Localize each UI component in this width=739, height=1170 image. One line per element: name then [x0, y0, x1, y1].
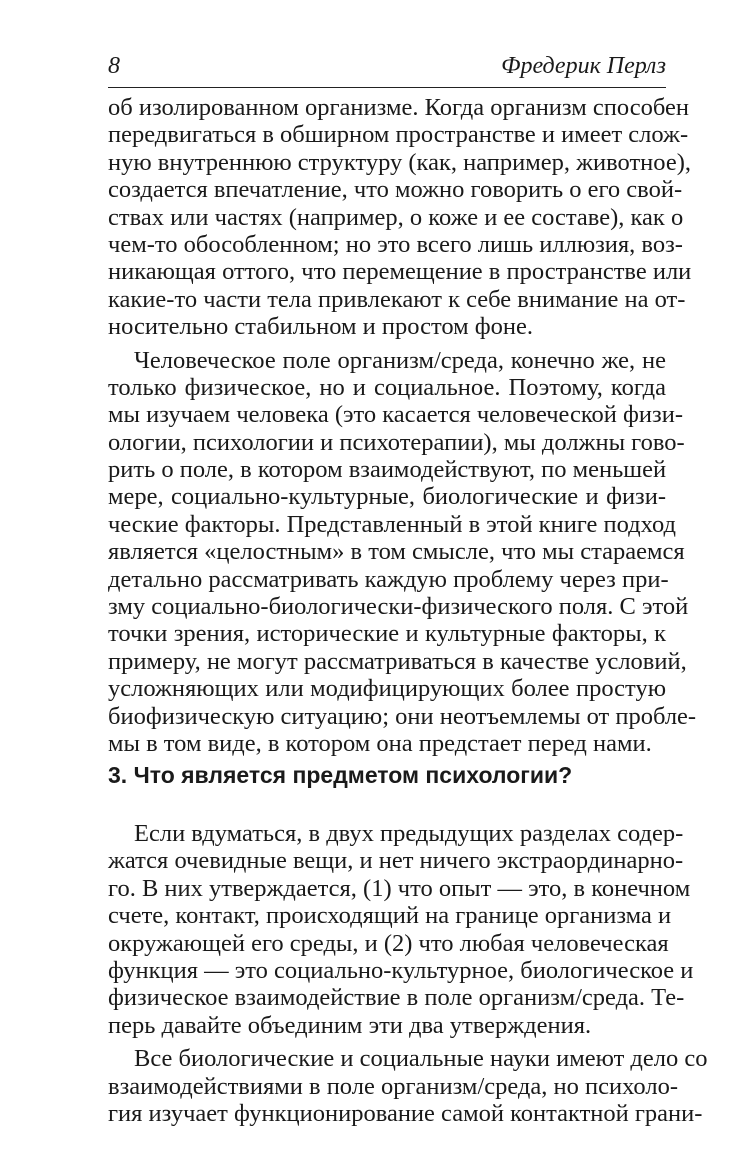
text-line: Человеческое поле организм/среда, конечно же, не [134, 346, 666, 374]
text-line: детально рассматривать каждую проблему через при- [108, 565, 669, 593]
text-line: рить о поле, в котором взаимодействуют, по меньшей [108, 456, 667, 484]
text-line: мы изучаем человека (это касается человеческой физи- [108, 401, 683, 429]
text-line: носительно стабильном и простом фоне. [108, 313, 534, 341]
text-line: точки зрения, исторические и культурные факторы, к [108, 620, 666, 648]
text-line: ную внутреннюю структуру (как, например, животное), [108, 148, 691, 176]
text-line: функция — это социально-культурное, биологическое и [108, 956, 694, 984]
paragraph [108, 1045, 708, 1127]
text-line: жатся очевидные вещи, и нет ничего экстраординарно- [108, 847, 684, 875]
text-line: какие-то части тела привлекают к себе внимание на от- [108, 285, 686, 313]
text-line: счете, контакт, происходящий на границе организма и [108, 902, 672, 930]
header-rule [108, 87, 666, 88]
text-line: является «целостным» в том смысле, что мы стараемся [108, 538, 685, 566]
text-line: Все биологические и социальные науки имеют дело со [134, 1045, 708, 1073]
running-head [108, 52, 666, 84]
text-line: чем-то обособленном; но это всего лишь иллюзия, воз- [108, 230, 683, 258]
text-line: создается впечатление, что можно говорить о его свой- [108, 176, 683, 204]
text-line: ологии, психологии и психотерапии), мы должны гово- [108, 428, 685, 456]
section-heading: 3. Что является предметом психологии? [108, 762, 573, 788]
text-line: мы в том виде, в котором она предстает перед нами. [108, 729, 652, 757]
text-line: зму социально-биологически-физического поля. С этой [108, 593, 689, 621]
text-line: никающая оттого, что перемещение в пространстве или [108, 258, 692, 286]
page-number: 8 [108, 53, 120, 79]
text-line: ствах или частях (например, о коже и ее составе), как о [108, 203, 684, 231]
text-line: примеру, не могут рассматриваться в качестве условий, [108, 647, 687, 675]
text-line: физическое взаимодействие в поле организм/среда. Те- [108, 984, 685, 1012]
text-line: ческие факторы. Представленный в этой книге подход [108, 510, 676, 538]
text-line: перь давайте объединим эти два утверждения. [108, 1011, 592, 1039]
text-line: Если вдуматься, в двух предыдущих разделах содер- [134, 820, 684, 847]
text-line: только физическое, но и социальное. Поэтому, когда [108, 373, 666, 401]
paragraph [108, 94, 692, 341]
text-line: усложняющих или модифицирующих более простую [108, 675, 666, 703]
text-line: передвигаться в обширном пространстве и имеет слож- [108, 121, 689, 149]
paragraph [108, 346, 697, 758]
text-line: биофизическую ситуацию; они неотъемлемы от пробле- [108, 702, 697, 730]
body-text-bottom [108, 820, 708, 1133]
text-line: взаимодействиями в поле организм/среда, но психоло- [108, 1072, 678, 1100]
body-text-top [108, 94, 697, 763]
running-title: Фредерик Перлз [501, 53, 666, 79]
text-line: мере, социально-культурные, биологические и физи- [108, 483, 666, 511]
paragraph [108, 820, 694, 1039]
text-line: гия изучает функционирование самой контактной грани- [108, 1099, 703, 1127]
text-line: окружающей его среды, и (2) что любая человеческая [108, 929, 669, 957]
text-line: го. В них утверждается, (1) что опыт — это, в конечном [108, 874, 691, 902]
text-line: об изолированном организме. Когда организм способен [108, 94, 689, 121]
